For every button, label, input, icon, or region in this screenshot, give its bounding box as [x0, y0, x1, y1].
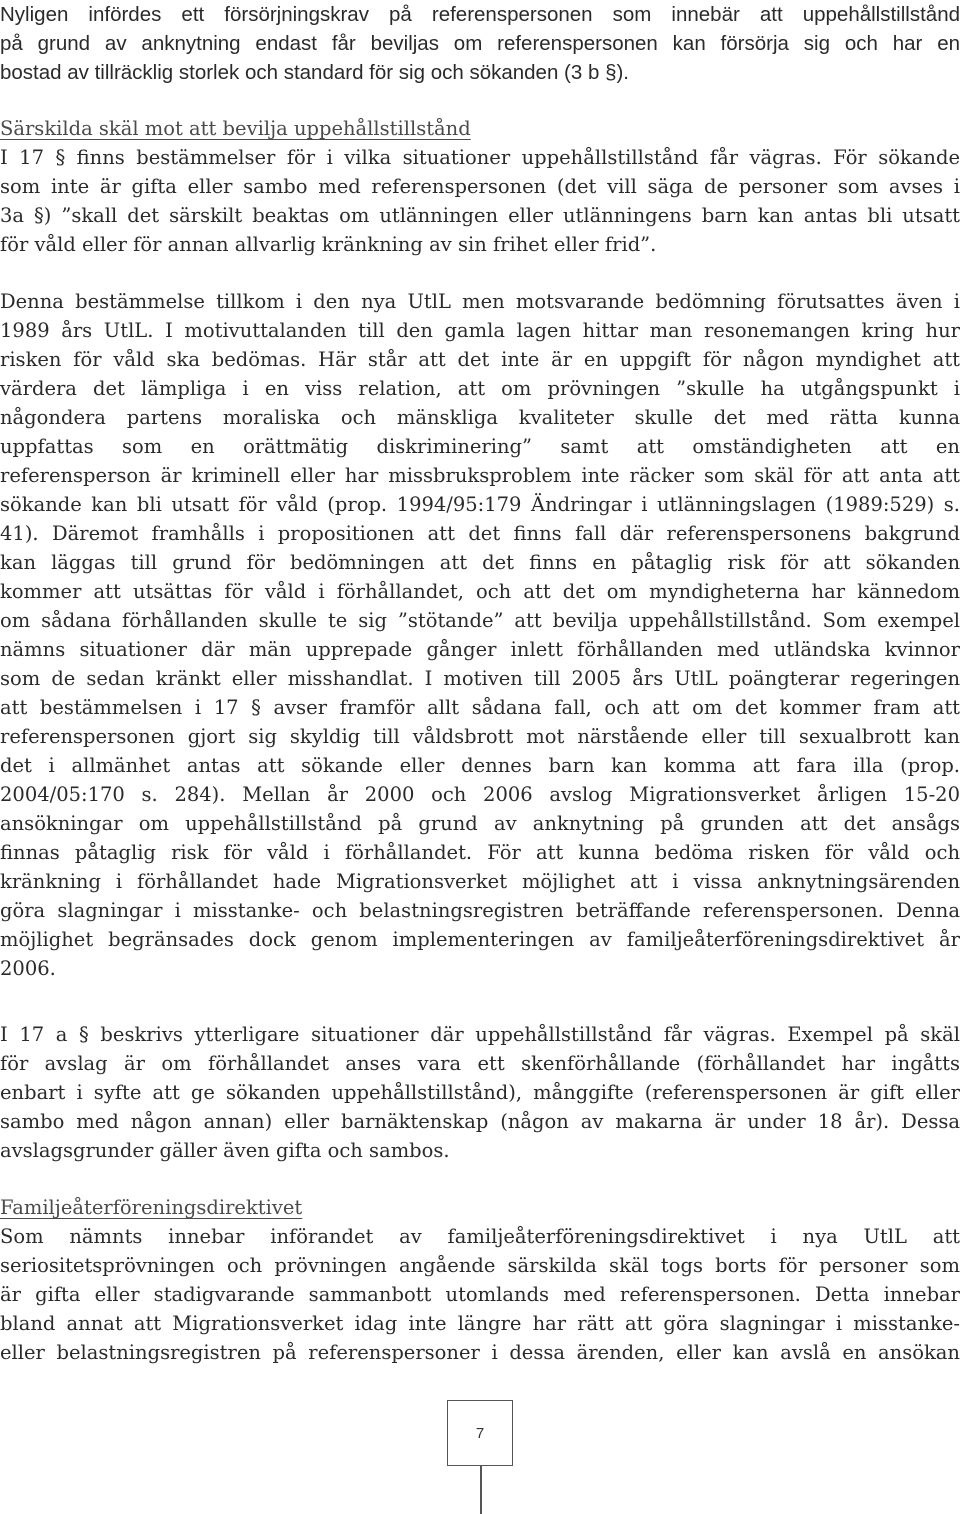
- text-line: göra slagningar i misstanke- och belastningsregistren beträffande referenspersonen. Denna: [0, 899, 960, 922]
- text-line: referenspersonen gjort sig skyldig till våldsbrott mot närstående eller till sexualbrott kan: [0, 725, 960, 748]
- text-line: Denna bestämmelse tillkom i den nya UtlL men motsvarande bedömning förutsattes även i: [0, 290, 960, 313]
- text-line: ansökningar om uppehållstillstånd på grund av anknytning på grunden att det ansågs: [0, 812, 960, 835]
- text-line: möjlighet begränsades dock genom implementeringen av familjeåterföreningsdirektivet år: [0, 928, 960, 951]
- text-line: 2006.: [0, 957, 56, 980]
- text-line: 2004/05:170 s. 284). Mellan år 2000 och 2006 avslog Migrationsverket årligen 15-20: [0, 783, 960, 806]
- text-line: är gifta eller stadigvarande sammanbott utomlands med referenspersonen. Detta innebar: [0, 1283, 960, 1306]
- text-line: kränkning i förhållandet hade Migrationsverket möjlighet att i vissa anknytningsärenden: [0, 870, 960, 893]
- section-heading: Särskilda skäl mot att bevilja uppehållstillstånd: [0, 117, 471, 140]
- text-line: nämns situationer där män upprepade gånger inlett förhållanden med utländska kvinnor: [0, 638, 960, 661]
- text-line: sökande kan bli utsatt för våld (prop. 1994/95:179 Ändringar i utlänningslagen (1989:529) s.: [0, 493, 960, 516]
- page-number: [447, 1400, 513, 1466]
- text-line: bostad av tillräcklig storlek och standard för sig och sökanden (3 b §).: [0, 61, 629, 84]
- text-line: enbart i syfte att ge sökanden uppehållstillstånd), månggifte (referenspersonen är gift eller: [0, 1081, 960, 1104]
- text-line: sambo med någon annan) eller barnäktenskap (någon av makarna är under 18 år). Dessa: [0, 1110, 960, 1133]
- text-line: det i allmänhet antas att sökande eller dennes barn kan komma att fara illa (prop.: [0, 754, 960, 777]
- text-line: som de sedan kränkt eller misshandlat. I motiven till 2005 års UtlL poängterar regeringen: [0, 667, 960, 690]
- page-number-text: 7: [475, 1424, 485, 1442]
- text-line: risken för våld ska bedömas. Här står att det inte är en uppgift för någon myndighet att: [0, 348, 960, 371]
- text-line: uppfattas som en orättmätig diskriminering” samt att omständigheten att en: [0, 435, 960, 458]
- text-line: som inte är gifta eller sambo med referenspersonen (det vill säga de personer som avses i: [0, 175, 960, 198]
- text-line: på grund av anknytning endast får beviljas om referenspersonen kan försörja sig och har en: [0, 32, 960, 55]
- text-line: I 17 § finns bestämmelser för i vilka situationer uppehållstillstånd får vägras. För sökande: [0, 146, 960, 169]
- text-line: kan läggas till grund för bedömningen att det finns en påtaglig risk för att sökanden: [0, 551, 960, 574]
- section-heading: Familjeåterföreningsdirektivet: [0, 1196, 303, 1219]
- text-line: seriositetsprövningen och prövningen angående särskilda skäl togs borts för personer som: [0, 1254, 960, 1277]
- text-line: avslagsgrunder gäller även gifta och sambos.: [0, 1139, 450, 1162]
- text-line: för våld eller för annan allvarlig kränkning av sin frihet eller frid”.: [0, 233, 657, 256]
- text-line: eller belastningsregistren på referenspersoner i dessa ärenden, eller kan avslå en ansökan: [0, 1341, 960, 1364]
- text-line: 3a §) ”skall det särskilt beaktas om utlänningen eller utlänningens barn kan antas bli utsatt: [0, 204, 960, 227]
- text-line: kommer att utsättas för våld i förhållandet, och att det om myndigheterna har kännedom: [0, 580, 960, 603]
- text-line: om sådana förhållanden skulle te sig ”stötande” att bevilja uppehållstillstånd. Som exempel: [0, 609, 960, 632]
- page-number-stem: [480, 1466, 482, 1514]
- text-line: referensperson är kriminell eller har missbruksproblem inte räcker som skäl för att anta att: [0, 464, 960, 487]
- text-line: 1989 års UtlL. I motivuttalanden till den gamla lagen hittar man resonemangen kring hur: [0, 319, 960, 342]
- text-line: bland annat att Migrationsverket idag inte längre har rätt att göra slagningar i misstanke-: [0, 1312, 960, 1335]
- text-line: någondera partens moraliska och mänskliga kvaliteter skulle det med rätta kunna: [0, 406, 960, 429]
- text-line: värdera det lämpliga i en viss relation, att om prövningen ”skulle ha utgångspunkt i: [0, 377, 960, 400]
- text-line: I 17 a § beskrivs ytterligare situationer där uppehållstillstånd får vägras. Exempel på skäl: [0, 1023, 960, 1046]
- text-line: Nyligen infördes ett försörjningskrav på referenspersonen som innebär att uppehållstillstånd: [0, 3, 960, 26]
- text-line: att bestämmelsen i 17 § avser framför allt sådana fall, och att om det kommer fram att: [0, 696, 960, 719]
- text-line: för avslag är om förhållandet anses vara ett skenförhållande (förhållandet har ingåtts: [0, 1052, 960, 1075]
- text-line: finnas påtaglig risk för våld i förhållandet. För att kunna bedöma risken för våld och: [0, 841, 960, 864]
- text-line: 41). Däremot framhålls i propositionen att det finns fall där referenspersonens bakgrund: [0, 522, 960, 545]
- text-line: Som nämnts innebar införandet av familjeåterföreningsdirektivet i nya UtlL att: [0, 1225, 960, 1248]
